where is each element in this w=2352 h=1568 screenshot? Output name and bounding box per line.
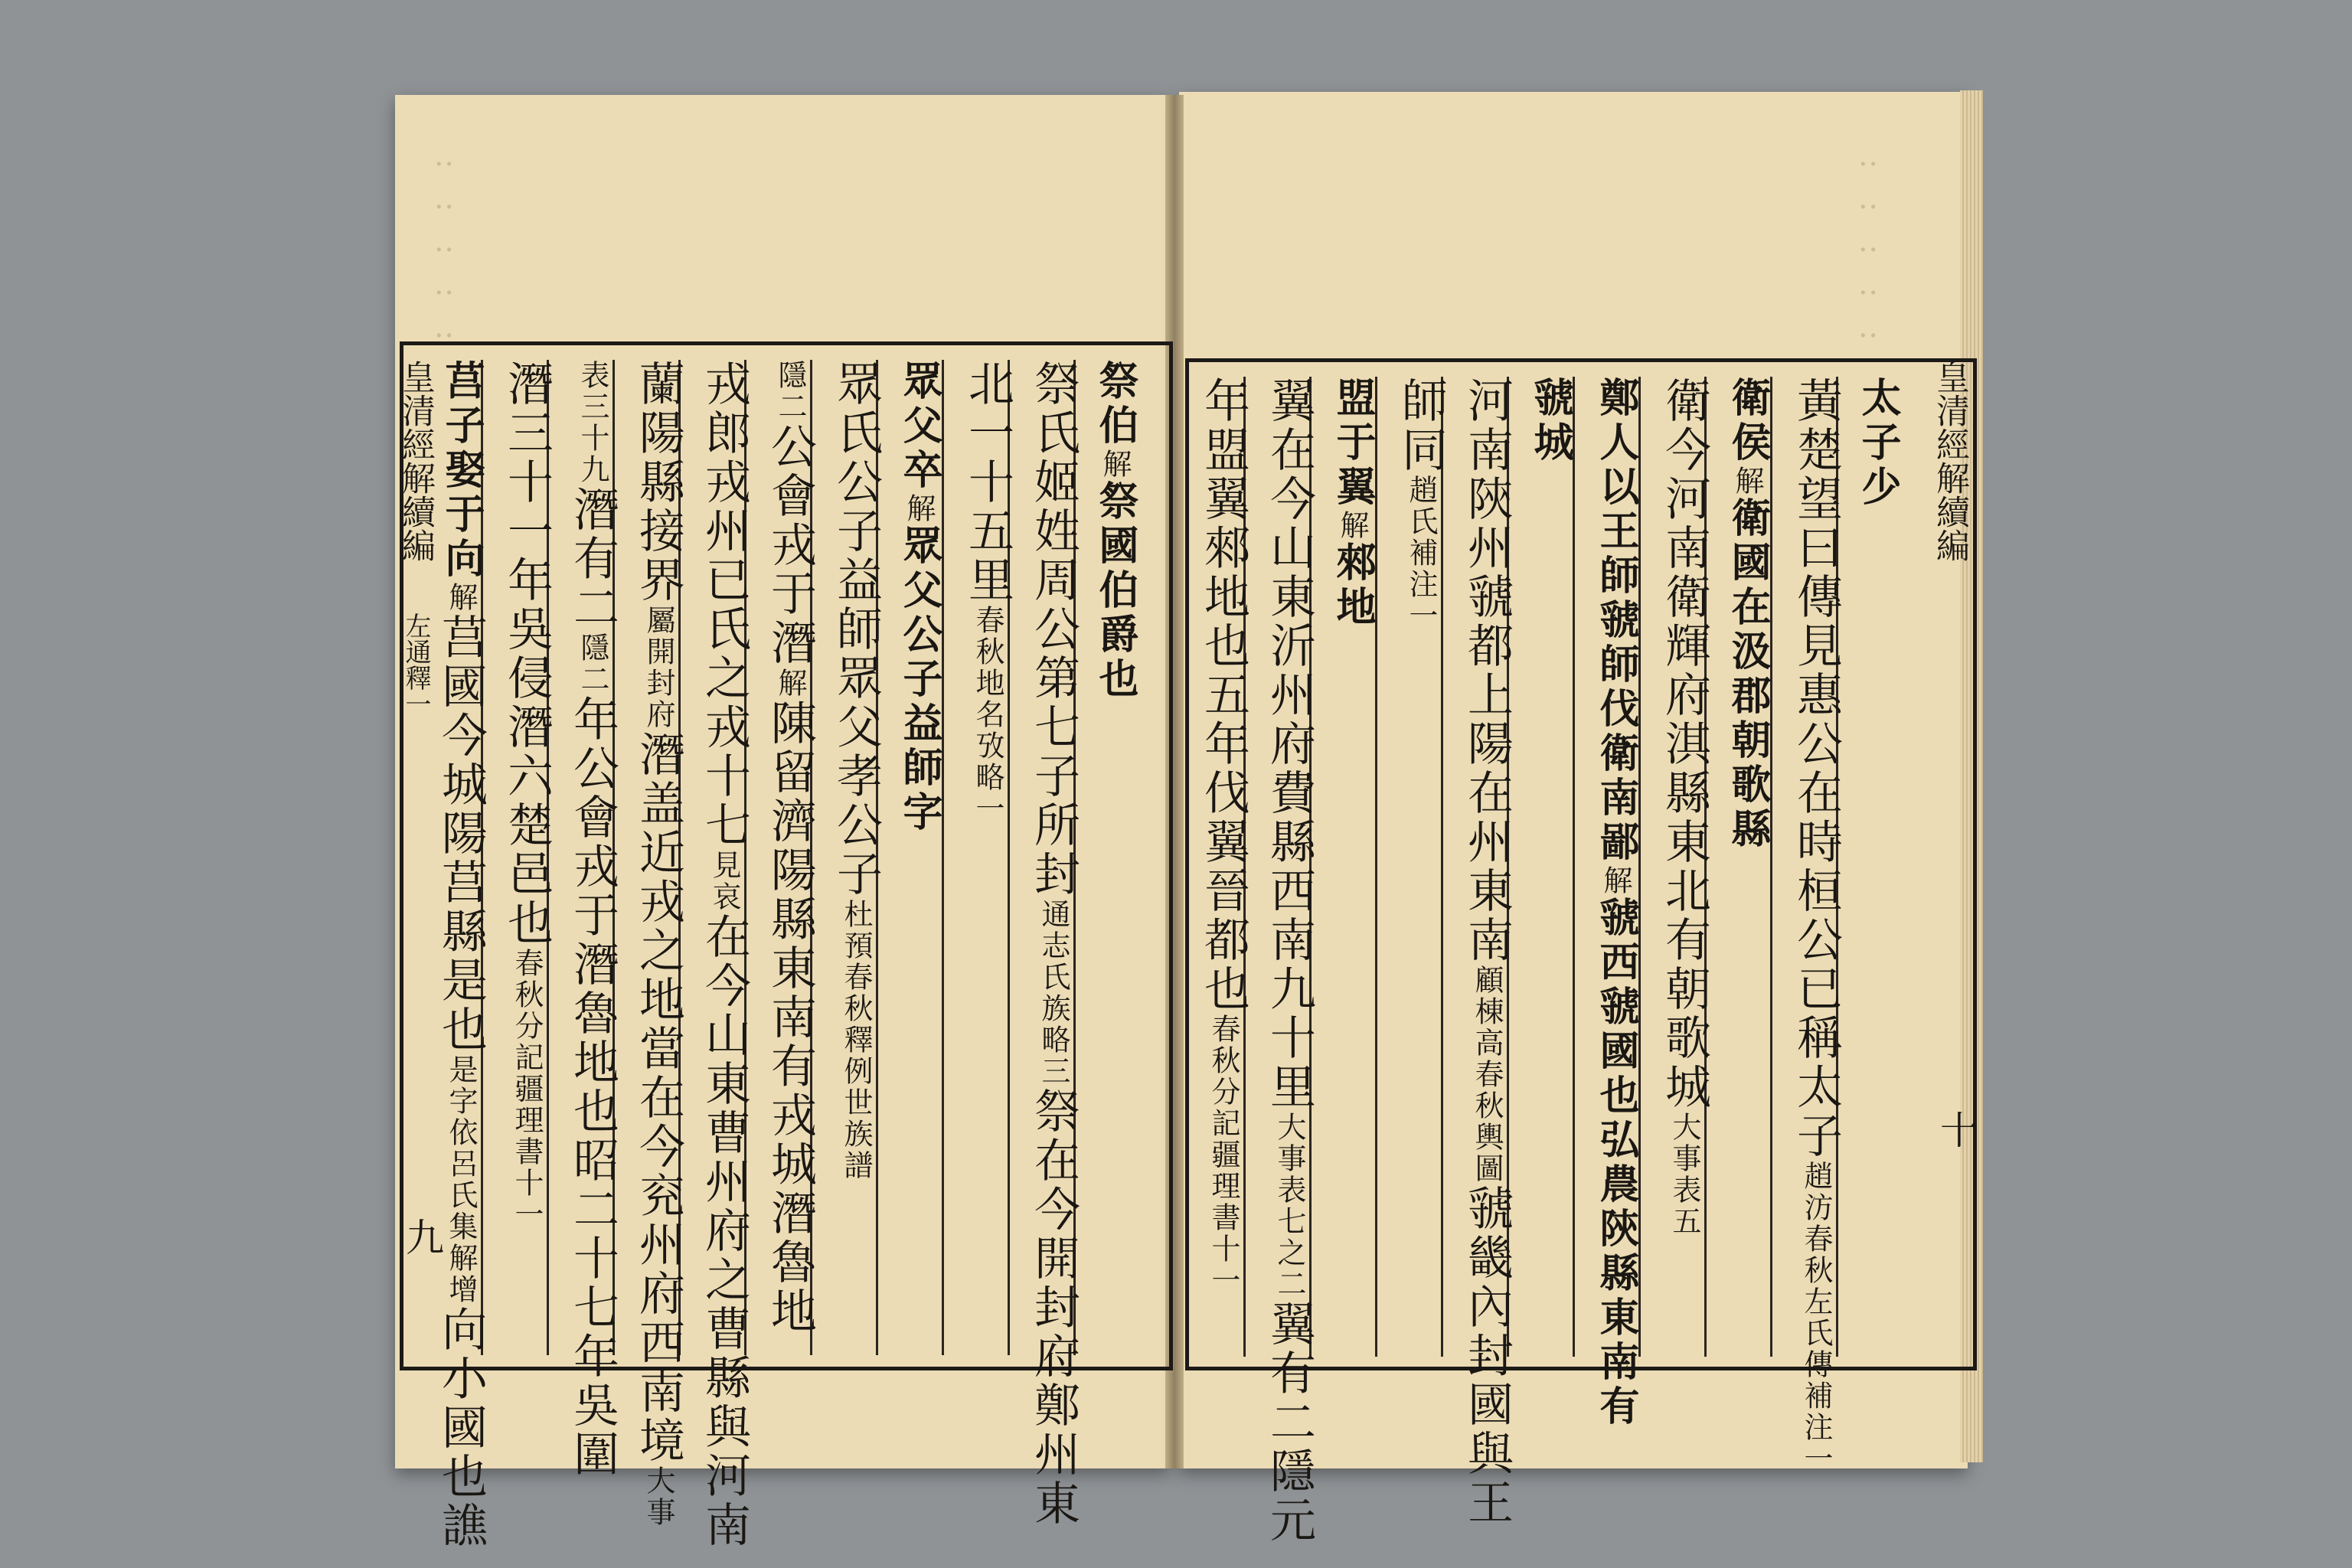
text-column: 眾氏公子益師眾父孝公子杜預春秋釋例世族譜 (829, 360, 883, 1181)
column-rule (1573, 377, 1575, 1357)
text-column: 翼在今山東沂州府費縣西南九十里大事表七之二翼有二隱元 (1263, 377, 1316, 1545)
text-column: 太子少 (1854, 377, 1901, 510)
text-column: 戎郎戎州已氏之戎十七見哀在今山東曹州府之曹縣與河南 (697, 360, 751, 1550)
margin-title: 皇清經解續編 (396, 360, 435, 562)
column-rule (1375, 377, 1377, 1357)
text-column: 眾父卒解眾父公子益師字 (896, 360, 942, 835)
text-column: 隱二公會戎于潛解陳留濟陽縣東南有戎城潛魯地 (763, 360, 817, 1336)
text-column: 祭伯解祭國伯爵也 (1092, 360, 1138, 702)
text-column: 師同趙氏補注一 (1394, 377, 1448, 632)
text-column: 潛三十一年吳侵潛六楚邑也春秋分記疆理書十一 (500, 360, 554, 1230)
margin-title: 皇清經解續編 (1930, 360, 1969, 562)
text-column: 黃楚望曰傳見惠公在時桓公已稱太子趙汸春秋左氏傳補注一 (1789, 377, 1843, 1475)
text-column: 衛今河南衛輝府淇縣東北有朝歌城大事表五 (1658, 377, 1711, 1237)
text-column: 表三十九潛有二隱二年公會戎于潛魯地也昭二十七年吳圍 (566, 360, 619, 1479)
text-column: 北一十五里春秋地名攷略一 (961, 360, 1014, 825)
text-column: 河南陝州虢都上陽在州東南顧棟高春秋輿圖虢畿內封國與王 (1460, 377, 1514, 1527)
text-column: 虢城 (1527, 377, 1573, 466)
text-column: 蘭陽縣接界屬開封府潛盖近戎之地當在今兖州府西南境大事 (632, 360, 685, 1528)
page-number: 九 (400, 1217, 444, 1256)
text-column: 莒子娶于向解莒國今城陽莒縣是也是字依呂氏集解增向小國也譙 (434, 360, 488, 1550)
page-number: 十 (1934, 1110, 1978, 1148)
text-column: 衛侯解衛國在汲郡朝歌縣 (1724, 377, 1771, 852)
text-column: 年盟翼郲地也五年伐翼晉都也春秋分記疆理書十一 (1197, 377, 1250, 1296)
show-through: ‥‥‥‥‥ (1851, 138, 1886, 352)
column-rule (942, 360, 944, 1355)
text-column: 盟于翼解郲地 (1329, 377, 1376, 630)
text-column: 祭氏姬姓周公第七子所封通志氏族略三祭在今開封府鄭州東 (1027, 360, 1080, 1528)
text-column: 鄭人以王師虢師伐衛南鄙解虢西虢國也弘農陝縣東南有 (1592, 377, 1639, 1429)
show-through: ‥‥‥‥‥ (426, 138, 462, 352)
margin-subtitle: 左通釋一 (400, 612, 431, 717)
